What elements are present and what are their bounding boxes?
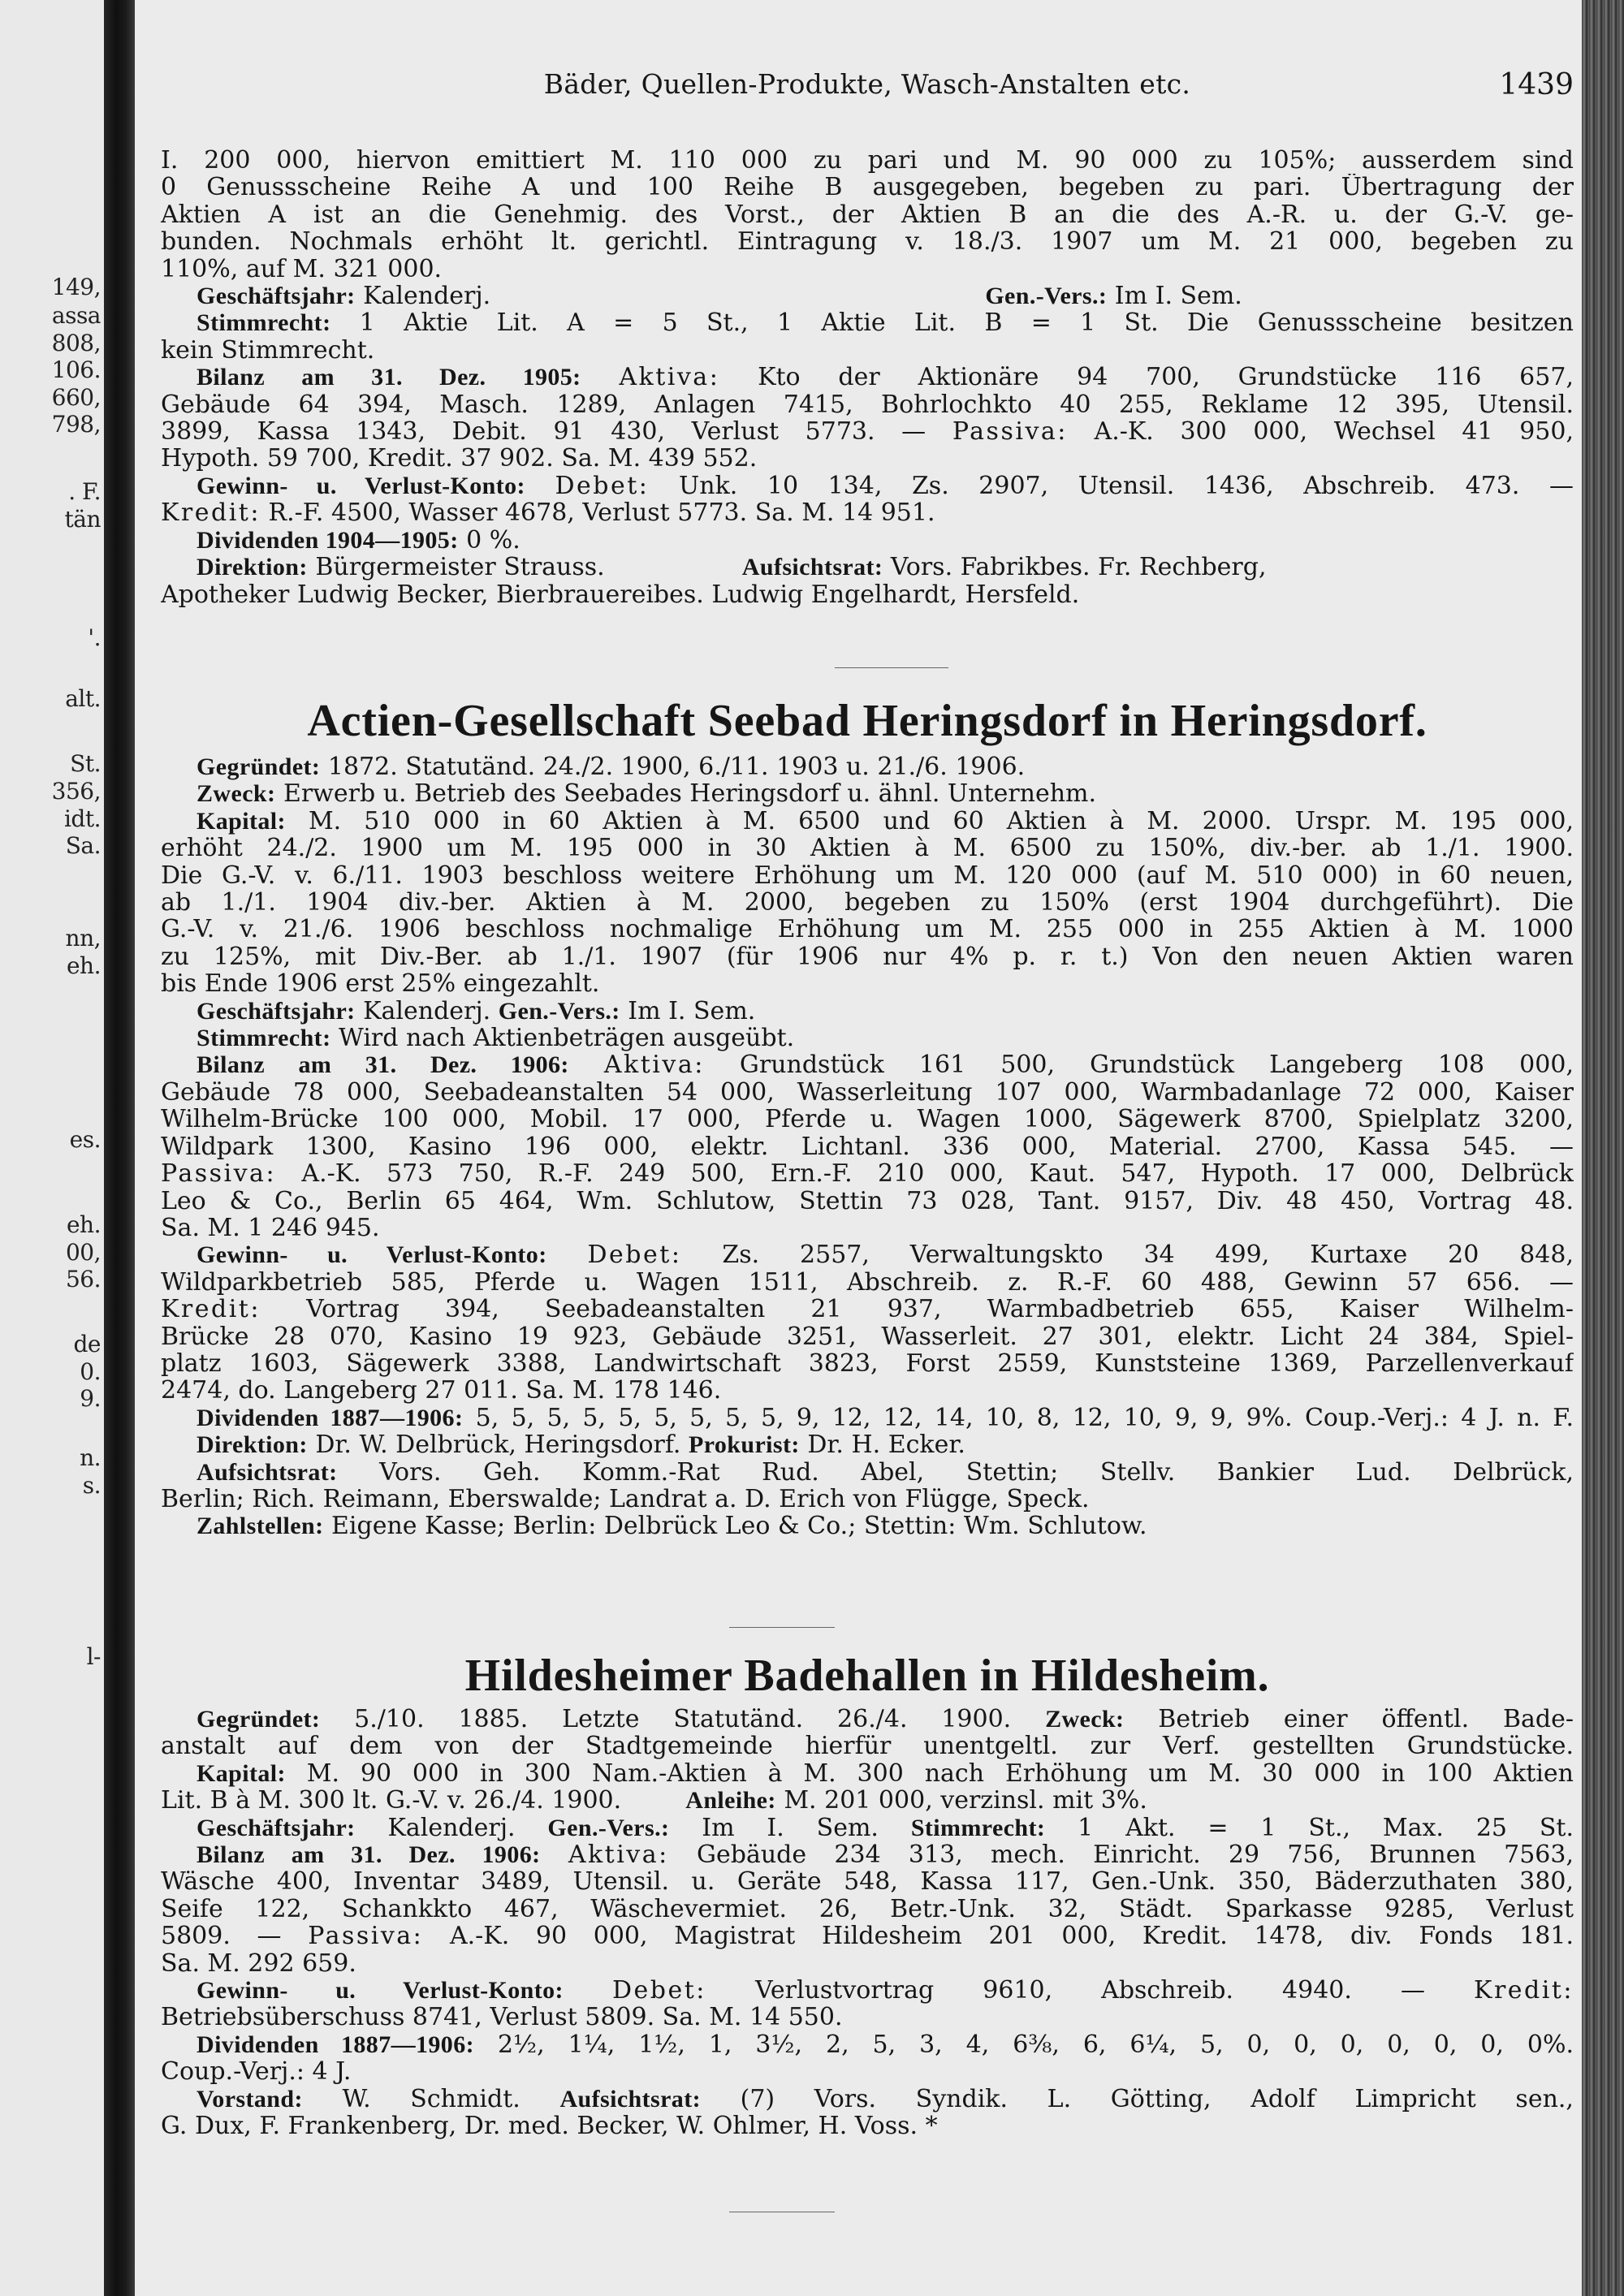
field-value: Im I. Sem. (1114, 283, 1242, 310)
gewinn-verlust-line (161, 473, 1574, 499)
direktion-line (161, 554, 1574, 580)
text-line: 0 Genussscheine Reihe A und 100 Reihe B ausgegeben, begeben zu pari. Übertragung der (161, 174, 1574, 201)
stimmrecht-line (161, 1025, 1574, 1051)
field-label: Gen.-Vers.: (547, 1814, 670, 1841)
vorstand-line (161, 2086, 1574, 2113)
field-label: Zweck: (197, 780, 276, 808)
running-head-title: Bäder, Quellen-Produkte, Wasch-Anstalten etc. (543, 68, 1191, 100)
field-label: Direktion: (197, 1431, 308, 1459)
passiva-label: Passiva: (161, 1160, 277, 1188)
field-label: Gewinn- u. Verlust-Konto: (197, 1241, 547, 1269)
text-line: 110%, auf M. 321 000. (161, 255, 443, 283)
gegruendet-line (161, 1706, 1574, 1733)
field-label: Aufsichtsrat: (197, 1458, 338, 1486)
field-label: Geschäftsjahr: (197, 1814, 356, 1841)
text-line: Seife 122, Schankkto 467, Wäschevermiet. 26, Betr.-Unk. 32, Städt. Sparkasse 9285, Verlust (161, 1895, 1574, 1923)
field-label: Zahlstellen: (197, 1513, 324, 1540)
field-value: 5./10. 1885. Letzte Statutänd. 26./4. 1900. (354, 1706, 1012, 1733)
margin-fragment: . F. (68, 478, 101, 505)
aktiva-label: Aktiva: (603, 1051, 705, 1079)
field-value: W. Schmidt. (342, 2085, 520, 2113)
field-label: Aufsichtsrat: (741, 554, 883, 581)
passiva-line (161, 1160, 1574, 1187)
passiva-line (161, 1923, 1574, 1949)
text-line: ab 1./1. 1904 div.-ber. Aktien à M. 2000, begeben zu 150% (erst 1904 durchgeführt). Die (161, 889, 1574, 917)
margin-fragment: 9. (80, 1385, 101, 1412)
aktiva-label: Aktiva: (568, 1841, 669, 1869)
margin-fragment: de (73, 1331, 101, 1357)
direktion-line (161, 1431, 1574, 1458)
book-gutter (104, 0, 135, 2296)
text-line: Brücke 28 070, Kasino 19 923, Gebäude 3251, Wasserleit. 27 301, elektr. Licht 24 384, Spiel- (161, 1323, 1574, 1350)
margin-fragment: 149, (51, 274, 101, 300)
running-head (161, 68, 1574, 109)
field-label: Stimmrecht: (910, 1814, 1046, 1841)
entry-title: Actien-Gesellschaft Seebad Heringsdorf in Heringsdorf. (307, 696, 1427, 746)
text-line: platz 1603, Sägewerk 3388, Landwirtschaft 3823, Forst 2559, Kunststeine 1369, Parzellenverkauf (161, 1349, 1574, 1378)
field-value: Grundstück 161 500, Grundstück Langeberg 108 000, (739, 1051, 1574, 1079)
kredit-label: Kredit: (161, 1296, 261, 1323)
margin-fragment: eh. (66, 1211, 101, 1238)
text-line: G. Dux, F. Frankenberg, Dr. med. Becker, W. Ohlmer, H. Voss. * (161, 2113, 938, 2140)
kredit-label: Kredit: (1474, 1977, 1574, 2005)
text-line: Gebäude 64 394, Masch. 1289, Anlagen 7415, Bohrlochkto 40 255, Reklame 12 395, Utensil. (161, 391, 1574, 419)
field-value: Gebäude 234 313, mech. Einricht. 29 756, Brunnen 7563, (697, 1841, 1574, 1869)
geschaeftsjahr-line (161, 283, 1574, 309)
margin-fragment: l- (86, 1643, 101, 1670)
field-value: 5, 5, 5, 5, 5, 5, 5, 5, 5, 9, 12, 12, 14, 10, 8, 12, 10, 9, 9, 9%. Coup.-Verj.: 4 J. n. F. (475, 1404, 1574, 1432)
text-line: Sa. M. 1 246 945. (161, 1214, 380, 1242)
field-value: A.-K. 573 750, R.-F. 249 500, Ern.-F. 210 000, Kaut. 547, Hypoth. 17 000, Delbrück (301, 1160, 1574, 1188)
margin-fragment: Sa. (65, 832, 101, 859)
field-value: Im I. Sem. (628, 997, 756, 1025)
field-value: Vors. Geh. Komm.-Rat Rud. Abel, Stettin; Stellv. Bankier Lud. Delbrück, (379, 1458, 1574, 1486)
text-line: anstalt auf dem von der Stadtgemeinde hierfür unentgeltl. zur Verf. gestellten Grundstücke. (161, 1733, 1574, 1760)
kredit-label: Kredit: (161, 499, 261, 527)
debet-label: Debet: (611, 1977, 706, 2005)
entry-title: Hildesheimer Badehallen in Hildesheim. (464, 1651, 1270, 1701)
text-line: Aktien A ist an die Genehmig. des Vorst., der Aktien B an die des A.-R. u. der G.-V. ge- (161, 201, 1574, 229)
field-value: Erwerb u. Betrieb des Seebades Heringsdorf u. ähnl. Unternehm. (283, 780, 1097, 808)
field-value: M. 201 000, verzinsl. mit 3%. (784, 1787, 1147, 1815)
aufsichtsrat-line (161, 1459, 1574, 1486)
margin-fragment: 106. (51, 356, 101, 383)
field-label: Kapital: (197, 807, 286, 835)
field-label: Gegründet: (197, 753, 321, 780)
field-value: Eigene Kasse; Berlin: Delbrück Leo & Co.; Stettin: Wm. Schlutow. (331, 1513, 1147, 1540)
margin-fragment: assa (51, 302, 101, 329)
bilanz-line (161, 1051, 1574, 1078)
field-label: Vorstand: (197, 2085, 303, 2113)
field-label: Direktion: (197, 554, 308, 581)
entry-hildesheim (161, 1650, 1574, 1702)
entry-heringsdorf (161, 695, 1574, 747)
text-line: Sa. M. 292 659. (161, 1949, 356, 1978)
field-value: 0 %. (466, 526, 520, 555)
geschaeftsjahr-line (161, 998, 1574, 1025)
margin-fragment: 356, (51, 778, 101, 805)
anleihe-line (161, 1787, 1574, 1814)
field-label: Bilanz am 31. Dez. 1905: (197, 364, 581, 391)
margin-fragment: nn, (65, 925, 101, 952)
kapital-line (161, 808, 1574, 835)
entry-continued (161, 147, 1574, 608)
field-value: Kalenderj. (363, 997, 491, 1025)
stimmrecht-line (161, 309, 1574, 336)
adjacent-page-strip (0, 0, 104, 2296)
margin-fragment: St. (70, 750, 101, 777)
field-label: Stimmrecht: (197, 1025, 331, 1052)
dividenden-line (161, 2031, 1574, 2058)
text-line: Gebäude 78 000, Seebadeanstalten 54 000, Wasserleitung 107 000, Warmbadanlage 72 000, Kaiser (161, 1078, 1574, 1107)
text-line: I. 200 000, hiervon emittiert M. 110 000 zu pari und M. 90 000 zu 105%; ausserdem sind (161, 147, 1574, 175)
text-line: bis Ende 1906 erst 25% eingezahlt. (161, 970, 600, 998)
field-value: Lit. B à M. 300 lt. G.-V. v. 26./4. 1900. (161, 1787, 622, 1815)
field-value: Dr. W. Delbrück, Heringsdorf. (315, 1431, 681, 1459)
margin-fragment: 798, (51, 411, 101, 438)
margin-fragment: tän (64, 506, 101, 533)
field-value: A.-K. 300 000, Wechsel 41 950, (1094, 418, 1574, 446)
field-label: Gewinn- u. Verlust-Konto: (197, 472, 525, 499)
text-line: Wilhelm-Brücke 100 000, Mobil. 17 000, Pferde u. Wagen 1000, Sägewerk 8700, Spielplatz 3200, (161, 1106, 1574, 1133)
page-edge (1582, 0, 1624, 2296)
text-line: Wildpark 1300, Kasino 196 000, elektr. Lichtanl. 336 000, Material. 2700, Kassa 545. — (161, 1133, 1574, 1161)
field-value: M. 510 000 in 60 Aktien à M. 6500 und 60 Aktien à M. 2000. Urspr. M. 195 000, (308, 807, 1574, 835)
field-label: Gen.-Vers.: (985, 283, 1108, 310)
margin-fragment: idt. (63, 805, 101, 832)
bilanz-line (161, 1841, 1574, 1868)
margin-fragment: 0. (80, 1358, 101, 1385)
zweck-line (161, 780, 1574, 807)
separator-rule (729, 1627, 835, 1628)
page-number: 1439 (1499, 68, 1574, 101)
field-value: Vors. Fabrikbes. Fr. Rechberg, (890, 554, 1267, 581)
margin-fragment: eh. (66, 952, 101, 979)
text-line: bunden. Nochmals erhöht lt. gerichtl. Eintragung v. 18./3. 1907 um M. 21 000, begeben zu (161, 228, 1574, 256)
field-value: R.-F. 4500, Wasser 4678, Verlust 5773. Sa. M. 14 951. (268, 499, 935, 527)
aktiva-label: Aktiva: (619, 364, 720, 391)
field-label: Geschäftsjahr: (197, 283, 356, 310)
margin-fragment: alt. (65, 685, 101, 712)
text-line: Hypoth. 59 700, Kredit. 37 902. Sa. M. 439 552. (161, 445, 758, 473)
text-line: Wäsche 400, Inventar 3489, Utensil. u. Geräte 548, Kassa 117, Gen.-Unk. 350, Bäderzuthaten 380, (161, 1868, 1574, 1896)
text-line: G.-V. v. 21./6. 1906 beschloss nochmalige Erhöhung um M. 255 000 in 255 Aktien à M. 1000 (161, 916, 1574, 943)
field-value: Dr. H. Ecker. (807, 1431, 965, 1459)
margin-fragment: es. (69, 1126, 101, 1153)
field-value: 1 Aktie Lit. A = 5 St., 1 Aktie Lit. B = 1 St. Die Genussscheine besitzen (359, 309, 1574, 337)
gegruendet-line (161, 753, 1574, 780)
margin-fragment: '. (88, 624, 101, 651)
field-value: 1 Akt. = 1 St., Max. 25 St. (1078, 1814, 1574, 1842)
field-value: Kto der Aktionäre 94 700, Grundstücke 116 657, (758, 364, 1574, 391)
field-value: 2½, 1¼, 1½, 1, 3½, 2, 5, 3, 4, 6⅜, 6, 6¼, 5, 0, 0, 0, 0, 0, 0, 0%. (497, 2031, 1574, 2059)
field-value: M. 90 000 in 300 Nam.-Aktien à M. 300 nach Erhöhung um M. 30 000 in 100 Aktien (306, 1759, 1574, 1788)
entry-heringsdorf-body (161, 753, 1574, 1540)
field-label: Gewinn- u. Verlust-Konto: (197, 1977, 564, 2005)
field-label: Prokurist: (688, 1431, 800, 1459)
dividenden-line (161, 1405, 1574, 1431)
bilanz-line (161, 364, 1574, 391)
field-label: Stimmrecht: (197, 309, 331, 337)
book-page (135, 0, 1582, 2296)
field-label: Zweck: (1045, 1706, 1125, 1733)
passiva-label: Passiva: (308, 1923, 424, 1950)
kapital-line (161, 1760, 1574, 1787)
separator-rule (835, 667, 948, 668)
field-label: Aufsichtsrat: (559, 2085, 701, 2113)
field-value: Betrieb einer öffentl. Bade- (1158, 1706, 1574, 1733)
field-label: Dividenden 1904—1905: (197, 526, 459, 554)
text-line: erhöht 24./2. 1900 um M. 195 000 in 30 Aktien à M. 6500 zu 150%, div.-ber. ab 1./1. 1900. (161, 835, 1574, 862)
geschaeftsjahr-line (161, 1815, 1574, 1841)
margin-fragment: 808, (51, 330, 101, 356)
field-label: Bilanz am 31. Dez. 1906: (197, 1051, 569, 1079)
zahlstellen-line (161, 1513, 1574, 1539)
field-value: Wird nach Aktienbeträgen ausgeübt. (339, 1025, 795, 1052)
text-line: zu 125%, mit Div.-Ber. ab 1./1. 1907 (für 1906 nur 4% p. r. t.) Von den neuen Aktien waren (161, 943, 1574, 971)
text-line: Berlin; Rich. Reimann, Eberswalde; Landrat a. D. Erich von Flügge, Speck. (161, 1485, 1090, 1513)
field-value: Bürgermeister Strauss. (315, 554, 605, 581)
field-label: Dividenden 1887—1906: (197, 1404, 464, 1431)
field-value: 1872. Statutänd. 24./2. 1900, 6./11. 1903 u. 21./6. 1906. (327, 753, 1026, 781)
text-line: kein Stimmrecht. (161, 336, 375, 365)
field-label: Kapital: (197, 1759, 286, 1787)
text-line: Apotheker Ludwig Becker, Bierbrauereibes. Ludwig Engelhardt, Hersfeld. (161, 580, 1080, 608)
text-line: 2474, do. Langeberg 27 011. Sa. M. 178 146. (161, 1377, 722, 1405)
entry-hildesheim-body (161, 1706, 1574, 2140)
field-value: 3899, Kassa 1343, Debit. 91 430, Verlust 5773. — (161, 418, 926, 446)
field-value: Verlustvortrag 9610, Abschreib. 4940. — (754, 1977, 1425, 2005)
kredit-line (161, 499, 1574, 526)
field-value: 5809. — (161, 1923, 282, 1950)
text-line: Die G.-V. v. 6./11. 1903 beschloss weitere Erhöhung um M. 120 000 (auf M. 510 000) in 60 neuen, (161, 861, 1574, 890)
debet-label: Debet: (555, 472, 650, 500)
margin-fragment: 56. (65, 1266, 101, 1293)
text-line: Wildparkbetrieb 585, Pferde u. Wagen 1511, Abschreib. z. R.-F. 60 488, Gewinn 57 656. — (161, 1268, 1574, 1297)
kredit-line (161, 1296, 1574, 1323)
gewinn-verlust-line (161, 1977, 1574, 2004)
margin-fragment: 00, (65, 1239, 101, 1266)
margin-fragment: n. (80, 1444, 101, 1471)
field-value: (7) Vors. Syndik. L. Götting, Adolf Limpricht sen., (740, 2085, 1574, 2113)
field-label: Gegründet: (197, 1706, 321, 1733)
field-value: Kalenderj. (387, 1814, 516, 1842)
field-label: Gen.-Vers.: (498, 997, 620, 1025)
margin-fragment: s. (82, 1472, 101, 1499)
text-line: Betriebsüberschuss 8741, Verlust 5809. Sa. M. 14 550. (161, 2004, 843, 2031)
field-label: Anleihe: (685, 1787, 776, 1815)
bilanz-line (161, 418, 1574, 445)
text-line: Coup.-Verj.: 4 J. (161, 2058, 352, 2086)
field-value: Zs. 2557, Verwaltungskto 34 499, Kurtaxe 20 848, (722, 1241, 1574, 1269)
field-value: A.-K. 90 000, Magistrat Hildesheim 201 000, Kredit. 1478, div. Fonds 181. (449, 1923, 1574, 1950)
field-label: Bilanz am 31. Dez. 1906: (197, 1841, 541, 1869)
text-line: Leo & Co., Berlin 65 464, Wm. Schlutow, Stettin 73 028, Tant. 9157, Div. 48 450, Vortrag 48. (161, 1187, 1574, 1215)
passiva-label: Passiva: (952, 418, 1068, 446)
debet-label: Debet: (587, 1241, 682, 1269)
field-label: Geschäftsjahr: (197, 997, 356, 1025)
field-value: Im I. Sem. (702, 1814, 879, 1842)
dividenden-line (161, 527, 1574, 554)
gewinn-verlust-line (161, 1241, 1574, 1268)
field-value: Kalenderj. (363, 283, 491, 310)
field-value: Vortrag 394, Seebadeanstalten 21 937, Warmbadbetrieb 655, Kaiser Wilhelm- (306, 1296, 1574, 1323)
field-label: Dividenden 1887—1906: (197, 2031, 474, 2058)
field-value: Unk. 10 134, Zs. 2907, Utensil. 1436, Abschreib. 473. — (678, 472, 1574, 500)
margin-fragment: 660, (51, 384, 101, 411)
